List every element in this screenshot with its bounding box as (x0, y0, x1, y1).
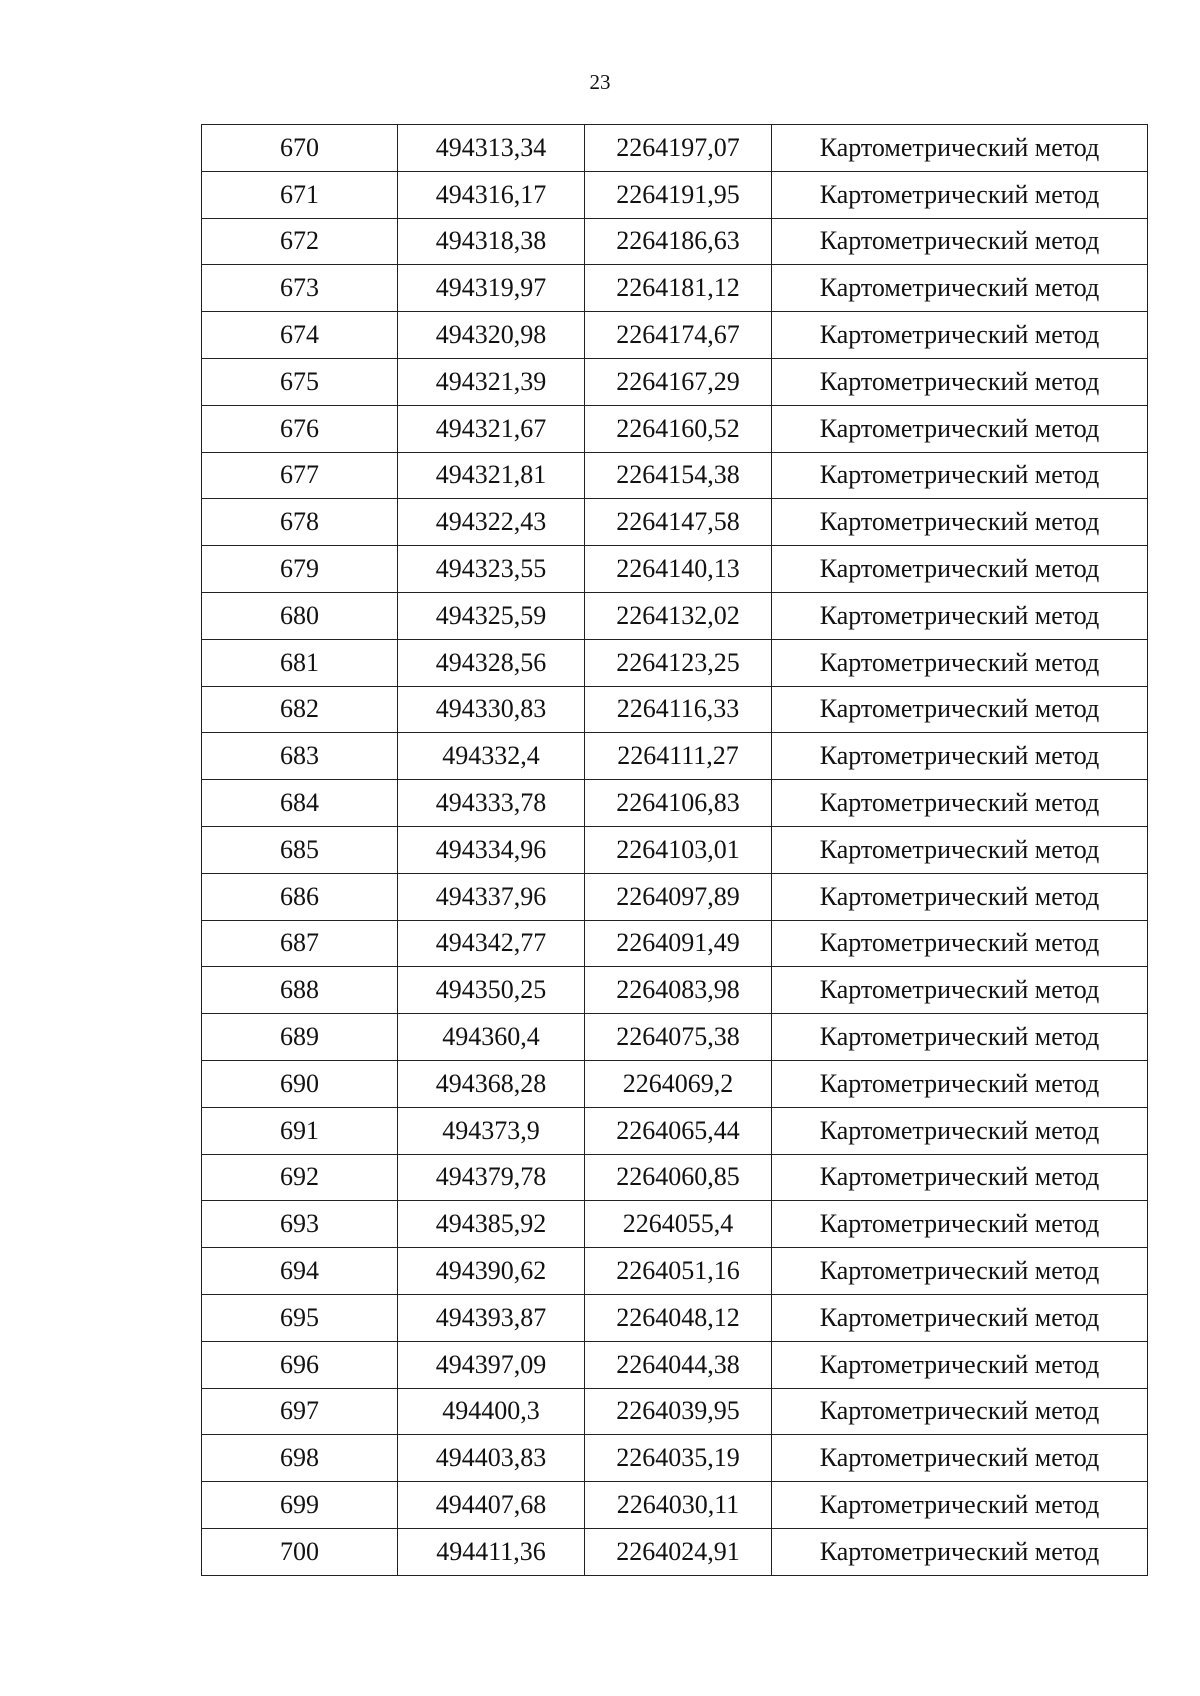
y-coordinate-cell: 2264048,12 (585, 1294, 772, 1341)
table-row (202, 405, 1148, 452)
method-cell: Картометрический метод (772, 639, 1148, 686)
table-row (202, 1482, 1148, 1529)
y-coordinate-cell: 2264197,07 (585, 125, 772, 172)
y-coordinate-cell: 2264075,38 (585, 1014, 772, 1061)
y-coordinate-cell: 2264024,91 (585, 1528, 772, 1575)
point-number-cell: 681 (202, 639, 398, 686)
point-number-cell: 688 (202, 967, 398, 1014)
method-cell: Картометрический метод (772, 125, 1148, 172)
x-coordinate-cell: 494379,78 (398, 1154, 585, 1201)
method-cell: Картометрический метод (772, 312, 1148, 359)
table-row (202, 780, 1148, 827)
coordinates-table-body (202, 125, 1148, 1576)
point-number-cell: 674 (202, 312, 398, 359)
point-number-cell: 682 (202, 686, 398, 733)
table-row (202, 639, 1148, 686)
x-coordinate-cell: 494368,28 (398, 1060, 585, 1107)
y-coordinate-cell: 2264132,02 (585, 592, 772, 639)
table-row (202, 312, 1148, 359)
point-number-cell: 699 (202, 1482, 398, 1529)
method-cell: Картометрический метод (772, 358, 1148, 405)
y-coordinate-cell: 2264069,2 (585, 1060, 772, 1107)
table-row (202, 873, 1148, 920)
x-coordinate-cell: 494393,87 (398, 1294, 585, 1341)
x-coordinate-cell: 494333,78 (398, 780, 585, 827)
y-coordinate-cell: 2264103,01 (585, 826, 772, 873)
point-number-cell: 687 (202, 920, 398, 967)
method-cell: Картометрический метод (772, 920, 1148, 967)
x-coordinate-cell: 494334,96 (398, 826, 585, 873)
table-row (202, 967, 1148, 1014)
method-cell: Картометрический метод (772, 1388, 1148, 1435)
table-row (202, 1294, 1148, 1341)
method-cell: Картометрический метод (772, 1528, 1148, 1575)
point-number-cell: 696 (202, 1341, 398, 1388)
method-cell: Картометрический метод (772, 1248, 1148, 1295)
y-coordinate-cell: 2264097,89 (585, 873, 772, 920)
method-cell: Картометрический метод (772, 1060, 1148, 1107)
method-cell: Картометрический метод (772, 826, 1148, 873)
x-coordinate-cell: 494337,96 (398, 873, 585, 920)
method-cell: Картометрический метод (772, 1435, 1148, 1482)
x-coordinate-cell: 494350,25 (398, 967, 585, 1014)
y-coordinate-cell: 2264039,95 (585, 1388, 772, 1435)
table-row (202, 686, 1148, 733)
y-coordinate-cell: 2264140,13 (585, 546, 772, 593)
point-number-cell: 683 (202, 733, 398, 780)
table-row (202, 499, 1148, 546)
table-row (202, 171, 1148, 218)
point-number-cell: 691 (202, 1107, 398, 1154)
table-row (202, 1435, 1148, 1482)
x-coordinate-cell: 494328,56 (398, 639, 585, 686)
y-coordinate-cell: 2264055,4 (585, 1201, 772, 1248)
x-coordinate-cell: 494321,67 (398, 405, 585, 452)
y-coordinate-cell: 2264030,11 (585, 1482, 772, 1529)
table-row (202, 1154, 1148, 1201)
table-row (202, 1248, 1148, 1295)
table-row (202, 1107, 1148, 1154)
table-row (202, 592, 1148, 639)
y-coordinate-cell: 2264123,25 (585, 639, 772, 686)
point-number-cell: 678 (202, 499, 398, 546)
x-coordinate-cell: 494321,81 (398, 452, 585, 499)
x-coordinate-cell: 494390,62 (398, 1248, 585, 1295)
table-row (202, 1060, 1148, 1107)
x-coordinate-cell: 494342,77 (398, 920, 585, 967)
point-number-cell: 692 (202, 1154, 398, 1201)
x-coordinate-cell: 494325,59 (398, 592, 585, 639)
table-row (202, 1388, 1148, 1435)
table-row (202, 452, 1148, 499)
table-row (202, 826, 1148, 873)
method-cell: Картометрический метод (772, 499, 1148, 546)
x-coordinate-cell: 494403,83 (398, 1435, 585, 1482)
point-number-cell: 677 (202, 452, 398, 499)
point-number-cell: 670 (202, 125, 398, 172)
method-cell: Картометрический метод (772, 171, 1148, 218)
point-number-cell: 684 (202, 780, 398, 827)
table-row (202, 125, 1148, 172)
x-coordinate-cell: 494322,43 (398, 499, 585, 546)
y-coordinate-cell: 2264167,29 (585, 358, 772, 405)
method-cell: Картометрический метод (772, 780, 1148, 827)
coordinates-table (201, 124, 1148, 1576)
x-coordinate-cell: 494319,97 (398, 265, 585, 312)
method-cell: Картометрический метод (772, 546, 1148, 593)
method-cell: Картометрический метод (772, 733, 1148, 780)
point-number-cell: 698 (202, 1435, 398, 1482)
point-number-cell: 675 (202, 358, 398, 405)
y-coordinate-cell: 2264116,33 (585, 686, 772, 733)
x-coordinate-cell: 494321,39 (398, 358, 585, 405)
method-cell: Картометрический метод (772, 873, 1148, 920)
point-number-cell: 697 (202, 1388, 398, 1435)
method-cell: Картометрический метод (772, 1482, 1148, 1529)
x-coordinate-cell: 494385,92 (398, 1201, 585, 1248)
point-number-cell: 690 (202, 1060, 398, 1107)
point-number-cell: 685 (202, 826, 398, 873)
method-cell: Картометрический метод (772, 405, 1148, 452)
method-cell: Картометрический метод (772, 265, 1148, 312)
point-number-cell: 686 (202, 873, 398, 920)
point-number-cell: 676 (202, 405, 398, 452)
x-coordinate-cell: 494397,09 (398, 1341, 585, 1388)
y-coordinate-cell: 2264035,19 (585, 1435, 772, 1482)
point-number-cell: 673 (202, 265, 398, 312)
y-coordinate-cell: 2264091,49 (585, 920, 772, 967)
table-row (202, 1341, 1148, 1388)
x-coordinate-cell: 494318,38 (398, 218, 585, 265)
table-row (202, 265, 1148, 312)
table-row (202, 218, 1148, 265)
table-row (202, 546, 1148, 593)
y-coordinate-cell: 2264181,12 (585, 265, 772, 312)
y-coordinate-cell: 2264147,58 (585, 499, 772, 546)
x-coordinate-cell: 494400,3 (398, 1388, 585, 1435)
x-coordinate-cell: 494313,34 (398, 125, 585, 172)
method-cell: Картометрический метод (772, 1014, 1148, 1061)
x-coordinate-cell: 494373,9 (398, 1107, 585, 1154)
y-coordinate-cell: 2264083,98 (585, 967, 772, 1014)
point-number-cell: 672 (202, 218, 398, 265)
method-cell: Картометрический метод (772, 1341, 1148, 1388)
table-row (202, 733, 1148, 780)
x-coordinate-cell: 494360,4 (398, 1014, 585, 1061)
y-coordinate-cell: 2264051,16 (585, 1248, 772, 1295)
method-cell: Картометрический метод (772, 1201, 1148, 1248)
method-cell: Картометрический метод (772, 967, 1148, 1014)
x-coordinate-cell: 494316,17 (398, 171, 585, 218)
method-cell: Картометрический метод (772, 218, 1148, 265)
y-coordinate-cell: 2264111,27 (585, 733, 772, 780)
point-number-cell: 679 (202, 546, 398, 593)
y-coordinate-cell: 2264060,85 (585, 1154, 772, 1201)
y-coordinate-cell: 2264154,38 (585, 452, 772, 499)
point-number-cell: 680 (202, 592, 398, 639)
y-coordinate-cell: 2264065,44 (585, 1107, 772, 1154)
point-number-cell: 693 (202, 1201, 398, 1248)
point-number-cell: 689 (202, 1014, 398, 1061)
x-coordinate-cell: 494411,36 (398, 1528, 585, 1575)
y-coordinate-cell: 2264106,83 (585, 780, 772, 827)
y-coordinate-cell: 2264186,63 (585, 218, 772, 265)
table-row (202, 1528, 1148, 1575)
y-coordinate-cell: 2264160,52 (585, 405, 772, 452)
y-coordinate-cell: 2264191,95 (585, 171, 772, 218)
x-coordinate-cell: 494320,98 (398, 312, 585, 359)
table-row (202, 358, 1148, 405)
x-coordinate-cell: 494407,68 (398, 1482, 585, 1529)
page-number: 23 (589, 70, 611, 94)
method-cell: Картометрический метод (772, 1154, 1148, 1201)
point-number-cell: 671 (202, 171, 398, 218)
method-cell: Картометрический метод (772, 1107, 1148, 1154)
method-cell: Картометрический метод (772, 686, 1148, 733)
method-cell: Картометрический метод (772, 592, 1148, 639)
table-row (202, 1014, 1148, 1061)
method-cell: Картометрический метод (772, 1294, 1148, 1341)
y-coordinate-cell: 2264044,38 (585, 1341, 772, 1388)
point-number-cell: 700 (202, 1528, 398, 1575)
x-coordinate-cell: 494332,4 (398, 733, 585, 780)
y-coordinate-cell: 2264174,67 (585, 312, 772, 359)
x-coordinate-cell: 494323,55 (398, 546, 585, 593)
table-row (202, 1201, 1148, 1248)
table-row (202, 920, 1148, 967)
point-number-cell: 695 (202, 1294, 398, 1341)
method-cell: Картометрический метод (772, 452, 1148, 499)
x-coordinate-cell: 494330,83 (398, 686, 585, 733)
point-number-cell: 694 (202, 1248, 398, 1295)
